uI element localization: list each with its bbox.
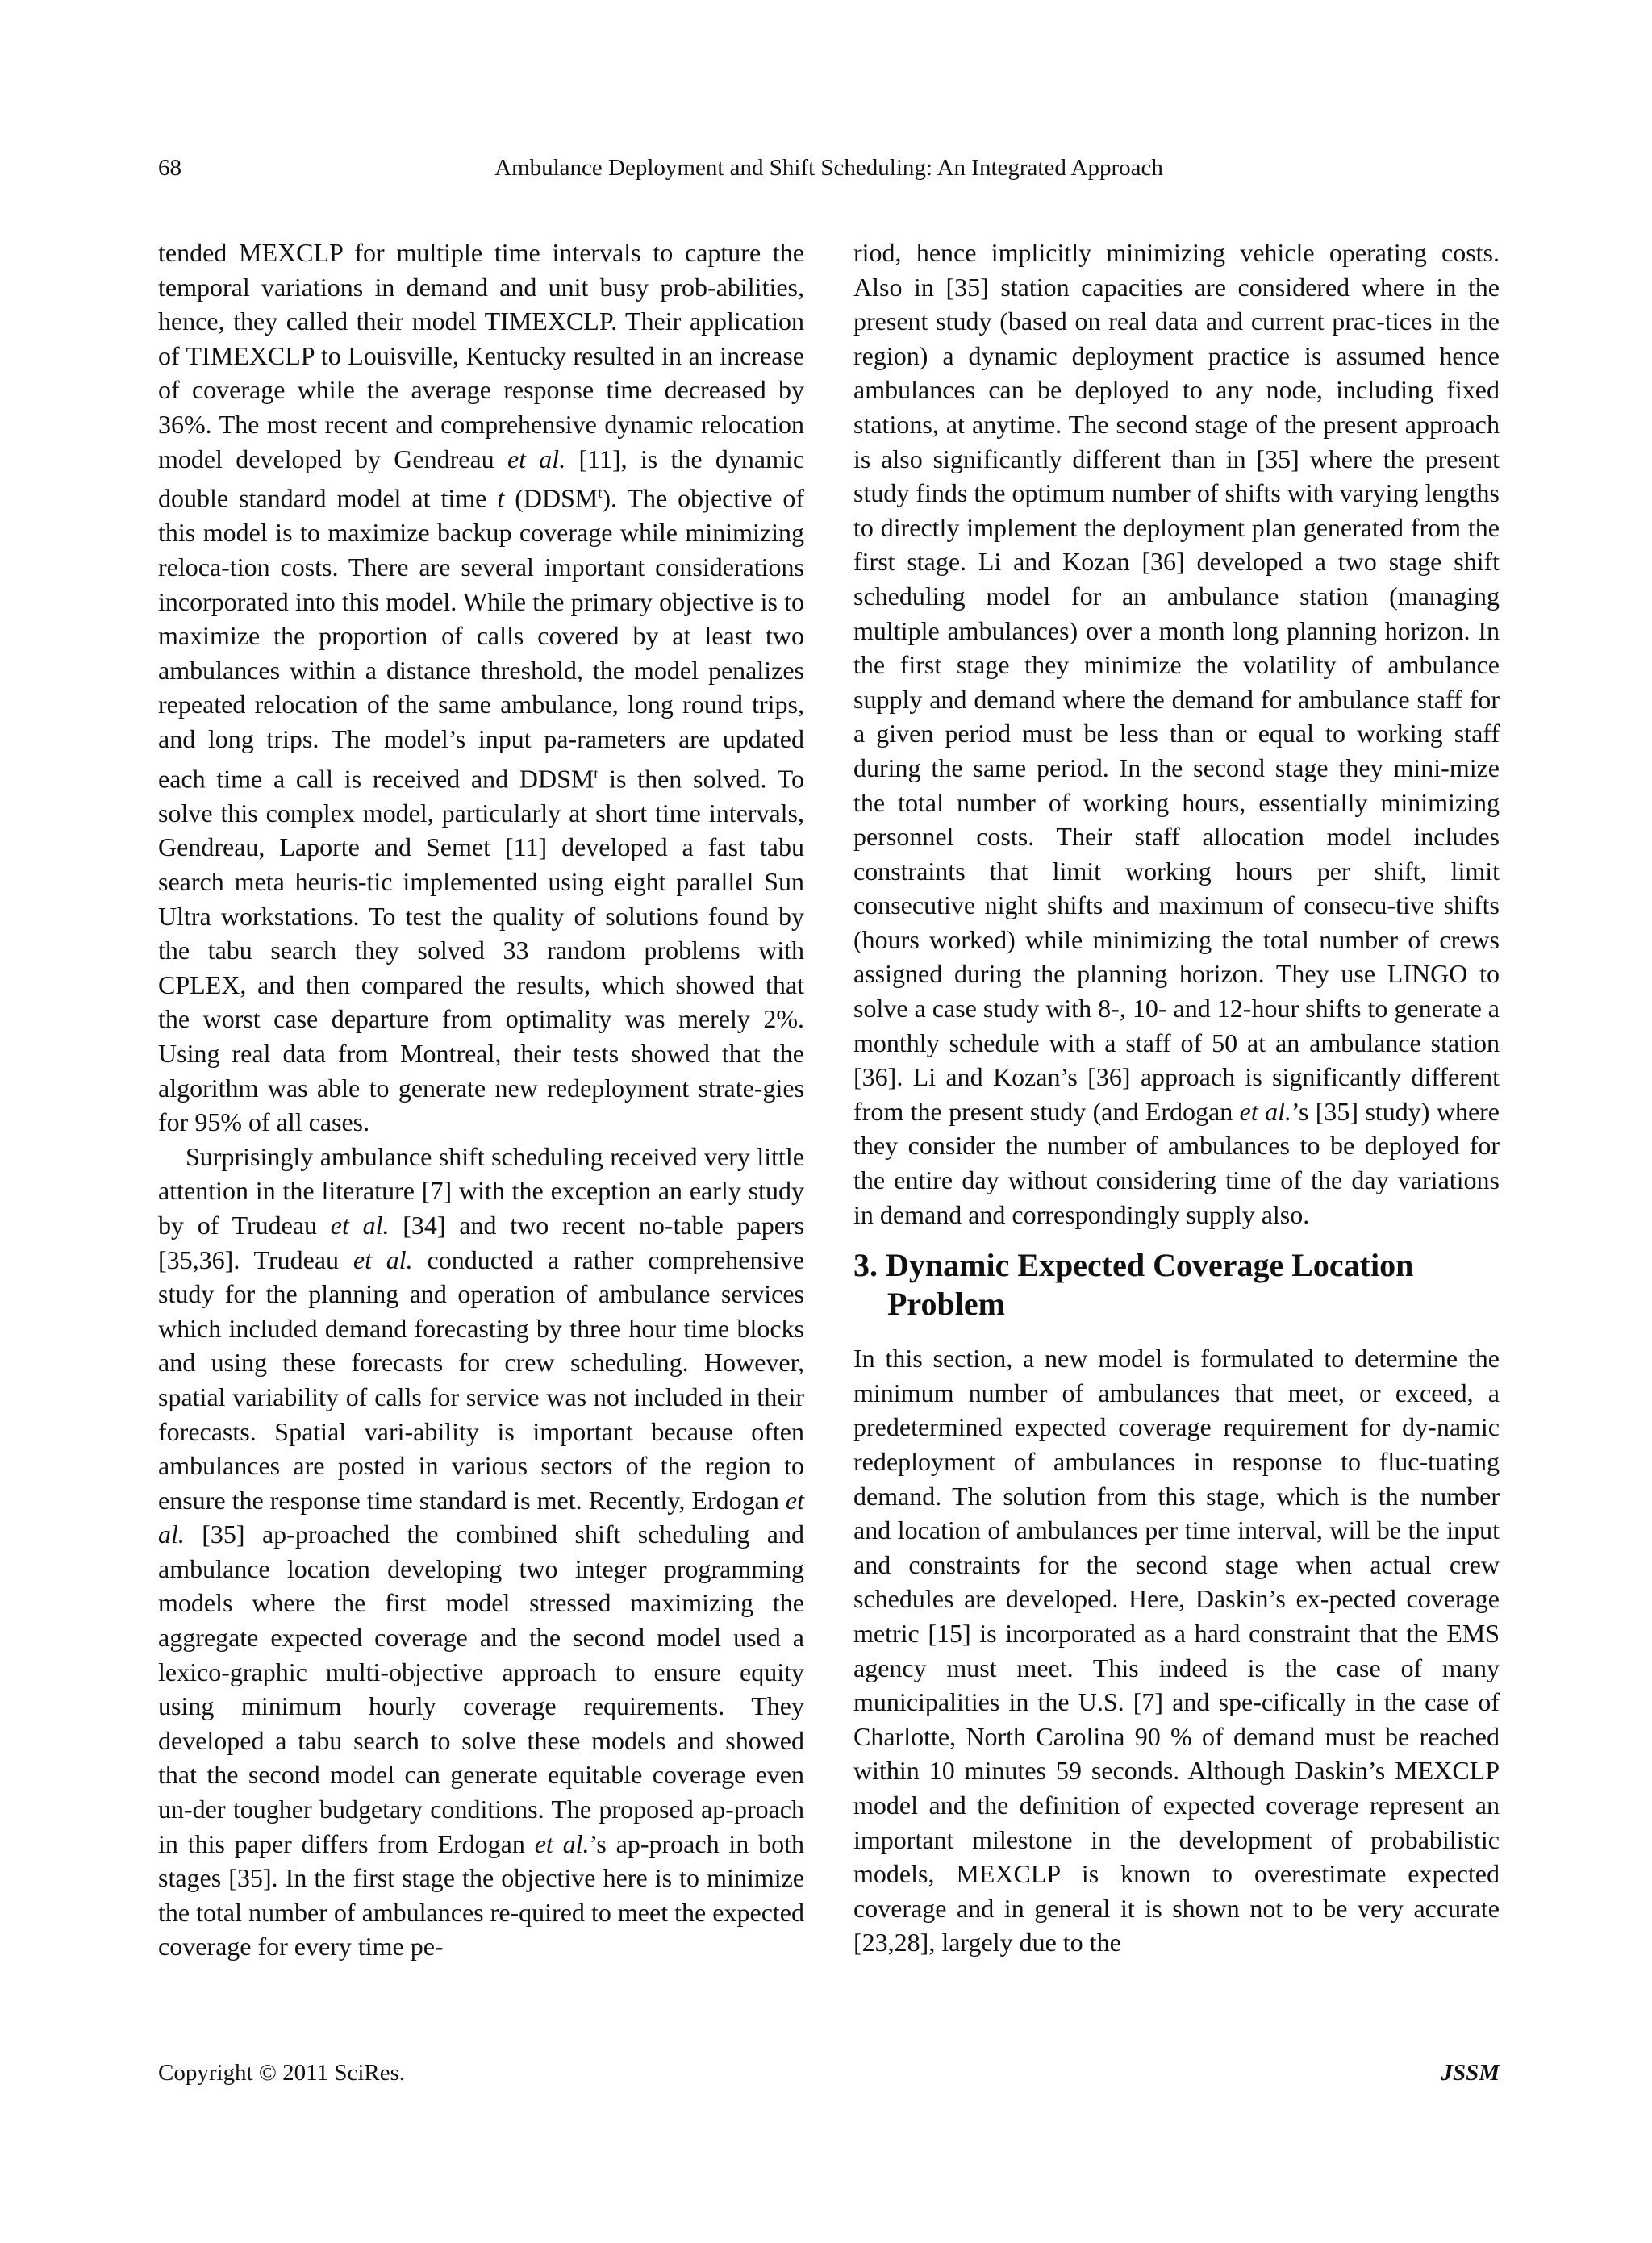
right-column <box>853 236 1500 1960</box>
body-paragraph: In this section, a new model is formulated to determine the minimum number of ambulances that meet, or exceed, a predetermined expected coverage requirement for dy-namic redeployment of ambulances in response to fluc-tuating demand. The solution from this stage, which is the number and location of ambulances per time interval, will be the input and constraints for the second stage when actual crew schedules are developed. Here, Daskin’s ex-pected coverage metric [15] is incorporated as a hard constraint that the EMS agency must meet. This indeed is the case of many municipalities in the U.S. [7] and spe-cifically in the case of Charlotte, North Carolina 90 % of demand must be reached within 10 minutes 59 seconds. Although Daskin’s MEXCLP model and the definition of expected coverage represent an important milestone in the development of probabilistic models, MEXCLP is known to overestimate expected coverage and in general it is shown not to be very accurate [23,28], largely due to the <box>853 1344 1500 1957</box>
copyright-notice: Copyright © 2011 SciRes. <box>158 2060 406 2086</box>
body-paragraph: tended MEXCLP for multiple time intervals to capture the temporal variations in demand and unit busy prob-abilities, hence, they called their model TIMEXCLP. Their application of TIMEXCLP to Louisville, Kentucky resulted in an increase of coverage while the average response time decreased by 36%. The most recent and comprehensive dynamic relocation model developed by Gendreau et al. [11], is the dynamic double standard model at time t (DDSM$^t$). The objective of this model is to maximize backup coverage while minimizing reloca-tion costs. There are several important considerations incorporated into this model. While the primary objective is to maximize the proportion of calls covered by at least two ambulances within a distance threshold, the model penalizes repeated relocation of the same ambulance, long round trips, and long trips. The model’s input pa-rameters are updated each time a call is received and DDSM$^t$ is then solved. To solve this complex model, particularly at short time intervals, Gendreau, Laporte and Semet [11] developed a fast tabu search meta heuris-tic implemented using eight parallel Sun Ultra workstations. To test the quality of solutions found by the tabu search they solved 33 random problems with CPLEX, and then compared the results, which showed that the worst case departure from optimality was merely 2%. Using real data from Montreal, their tests showed that the algorithm was able to generate new redeployment strate-gies for 95% of all cases. <box>158 238 805 1137</box>
page-number: 68 <box>158 155 181 181</box>
running-title: Ambulance Deployment and Shift Scheduling: An Integrated Approach <box>494 155 1163 181</box>
page-header <box>158 155 1500 187</box>
body-paragraph: Surprisingly ambulance shift scheduling received very little attention in the literature [7] with the exception an early study by of Trudeau et al. [34] and two recent no-table papers [35,36]. Trudeau et al. conducted a rather comprehensive study for the planning and operation of ambulance services which included demand forecasting by three hour time blocks and using these forecasts for crew scheduling. However, spatial variability of calls for service was not included in their forecasts. Spatial vari-ability is important because often ambulances are posted in various sectors of the region to ensure the response time standard is met. Recently, Erdogan et al. [35] ap-proached the combined shift scheduling and ambulance location developing two integer programming models where the first model stressed maximizing the aggregate expected coverage and the second model used a lexico-graphic multi-objective approach to ensure equity using minimum hourly coverage requirements. They developed a tabu search to solve these models and showed that the second model can generate equitable coverage even un-der tougher budgetary conditions. The proposed ap-proach in this paper differs from Erdogan et al.’s ap-proach in both stages [35]. In the first stage the objective here is to minimize the total number of ambulances re-quired to meet the expected coverage for every time pe- <box>158 1141 805 1962</box>
section-heading: 3. Dynamic Expected Coverage Location Problem <box>853 1247 1414 1323</box>
body-paragraph: riod, hence implicitly minimizing vehicle operating costs. Also in [35] station capacities are considered where in the present study (based on real data and current prac-tices in the region) a dynamic deployment practice is assumed hence ambulances can be deployed to any node, including fixed stations, at anytime. The second stage of the present approach is also significantly different than in [35] where the present study finds the optimum number of shifts with varying lengths to directly implement the deployment plan generated from the first stage. Li and Kozan [36] developed a two stage shift scheduling model for an ambulance station (managing multiple ambulances) over a month long planning horizon. In the first stage they minimize the volatility of ambulance supply and demand where the demand for ambulance staff for a given period must be less than or equal to working staff during the same period. In the second stage they mini-mize the total number of working hours, essentially minimizing personnel costs. Their staff allocation model includes constraints that limit working hours per shift, limit consecutive night shifts and maximum of consecu-tive shifts (hours worked) while minimizing the total number of crews assigned during the planning horizon. They use LINGO to solve a case study with 8-, 10- and 12-hour shifts to generate a monthly schedule with a staff of 50 at an ambulance station [36]. Li and Kozan’s [36] approach is significantly different from the present study (and Erdogan et al.’s [35] study) where they consider the number of ambulances to be deployed for the entire day without considering time of the day variations in demand and correspondingly supply also. <box>853 238 1500 1229</box>
journal-name: JSSM <box>1441 2060 1500 2086</box>
left-column <box>158 236 804 1964</box>
